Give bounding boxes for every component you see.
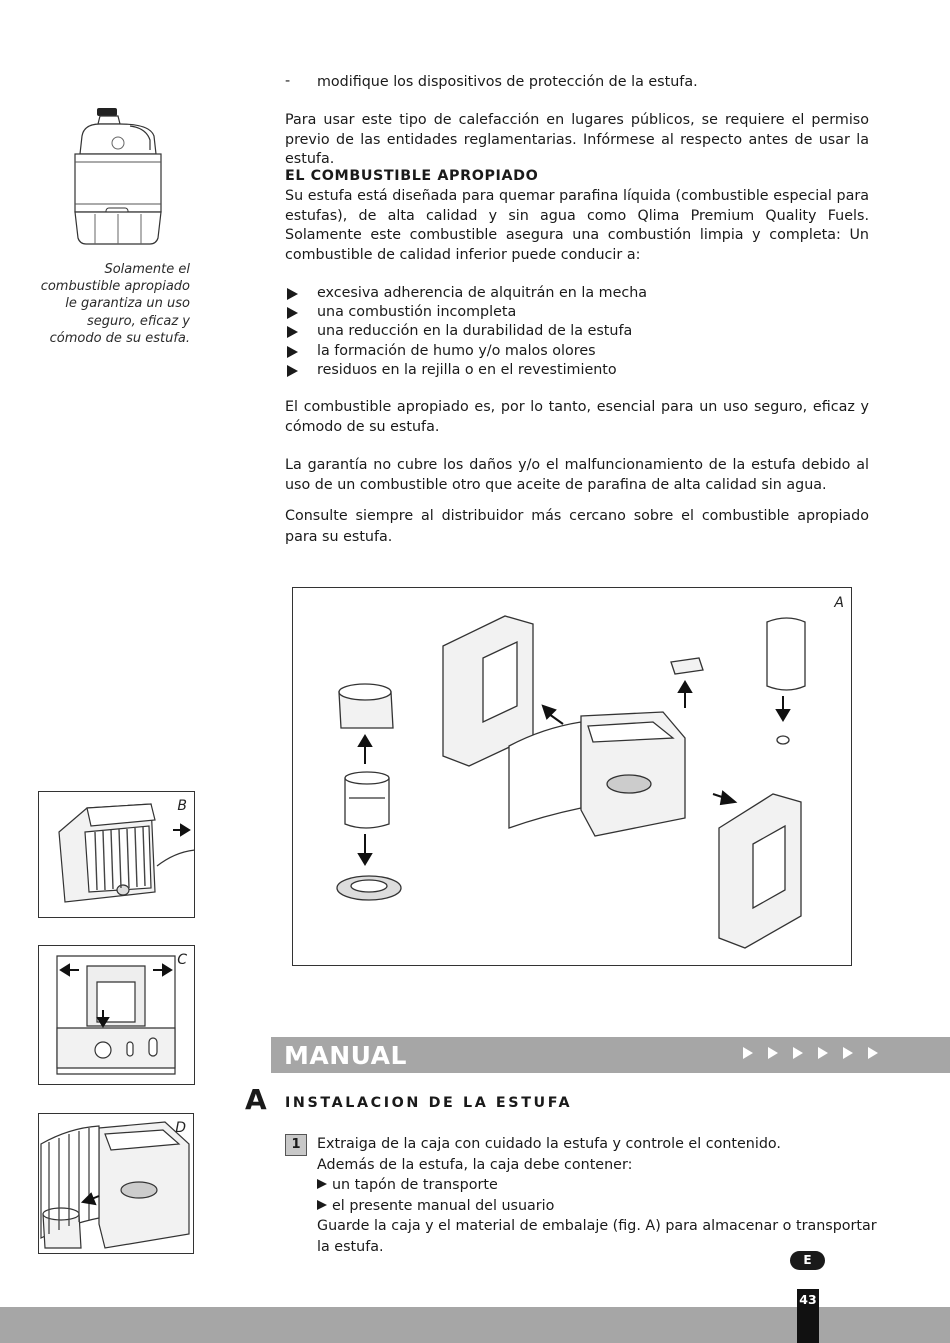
manual-title: MANUAL — [284, 1041, 407, 1070]
dash-item — [285, 73, 869, 93]
page-number: 43 — [797, 1289, 819, 1343]
arrow-right-icon — [743, 1047, 753, 1059]
list-item: una reducción en la durabilidad de la estufa — [285, 322, 869, 341]
language-badge: E — [790, 1251, 825, 1270]
step-line: Extraiga de la caja con cuidado la estufa y controle el contenido. — [317, 1136, 781, 1152]
band-arrows — [743, 1047, 878, 1059]
arrow-right-icon — [768, 1047, 778, 1059]
figure-b — [38, 791, 195, 918]
step-number: 1 — [285, 1134, 307, 1156]
consult-paragraph: Consulte siempre al distribuidor más cercano sobre el combustible apropiado para su estufa. — [285, 508, 869, 545]
step-line: Guarde la caja y el material de embalaje (fig. A) para almacenar o transportar la estufa. — [317, 1218, 877, 1255]
manual-section-band — [271, 1037, 950, 1073]
fuel-paragraph: Su estufa está diseñada para quemar parafina líquida (combustible especial para estufas), de alta calidad y sin agua como Qlima Premium Quality Fuels. Solamente este combustible asegura una combustión limpia y completa: Un combustible de calidad inferior puede conducir a: — [285, 188, 869, 263]
figure-d-letter: D — [175, 1120, 186, 1136]
warranty-paragraph: La garantía no cubre los daños y/o el malfuncionamiento de la estufa debido al uso de un combustible otro que aceite de parafina de alta calidad sin agua. — [285, 457, 869, 493]
arrow-right-icon — [843, 1047, 853, 1059]
fuel-caption: Solamente el combustible apropiado le garantiza un uso seguro, eficaz y cómodo de su estufa. — [40, 262, 190, 346]
figure-b-letter: B — [177, 798, 187, 814]
figure-c — [38, 945, 195, 1085]
arrow-right-icon — [868, 1047, 878, 1059]
figure-d — [38, 1113, 194, 1254]
arrow-right-icon — [818, 1047, 828, 1059]
step-bullet: el presente manual del usuario — [317, 1196, 877, 1217]
fuel-bullet-list — [285, 284, 869, 380]
figure-a-letter: A — [834, 595, 844, 611]
fuel-heading: EL COMBUSTIBLE APROPIADO — [285, 168, 539, 184]
dash-item-text: modifique los dispositivos de protección de la estufa. — [317, 74, 698, 90]
arrow-right-icon — [793, 1047, 803, 1059]
essential-paragraph: El combustible apropiado es, por lo tanto, esencial para un uso seguro, eficaz y cómodo de su estufa. — [285, 399, 869, 435]
section-letter: A — [245, 1083, 267, 1116]
figure-a-exploded-view — [292, 587, 852, 966]
list-item: excesiva adherencia de alquitrán en la mecha — [285, 284, 869, 303]
section-title: INSTALACION DE LA ESTUFA — [285, 1095, 573, 1111]
public-places-paragraph: Para usar este tipo de calefacción en lugares públicos, se requiere el permiso previo de las entidades reglamentarias. Infórmese al respecto antes de usar la estufa. — [285, 112, 869, 167]
list-item: residuos en la rejilla o en el revestimiento — [285, 361, 869, 380]
figure-c-letter: C — [177, 952, 187, 968]
dash-marker: - — [285, 73, 291, 89]
step-bullet: un tapón de transporte — [317, 1175, 877, 1196]
list-item: la formación de humo y/o malos olores — [285, 342, 869, 361]
step-text — [317, 1134, 877, 1258]
fuel-can-illustration — [70, 106, 166, 248]
list-item: una combustión incompleta — [285, 303, 869, 322]
step-line: Además de la estufa, la caja debe contener: — [317, 1156, 633, 1173]
